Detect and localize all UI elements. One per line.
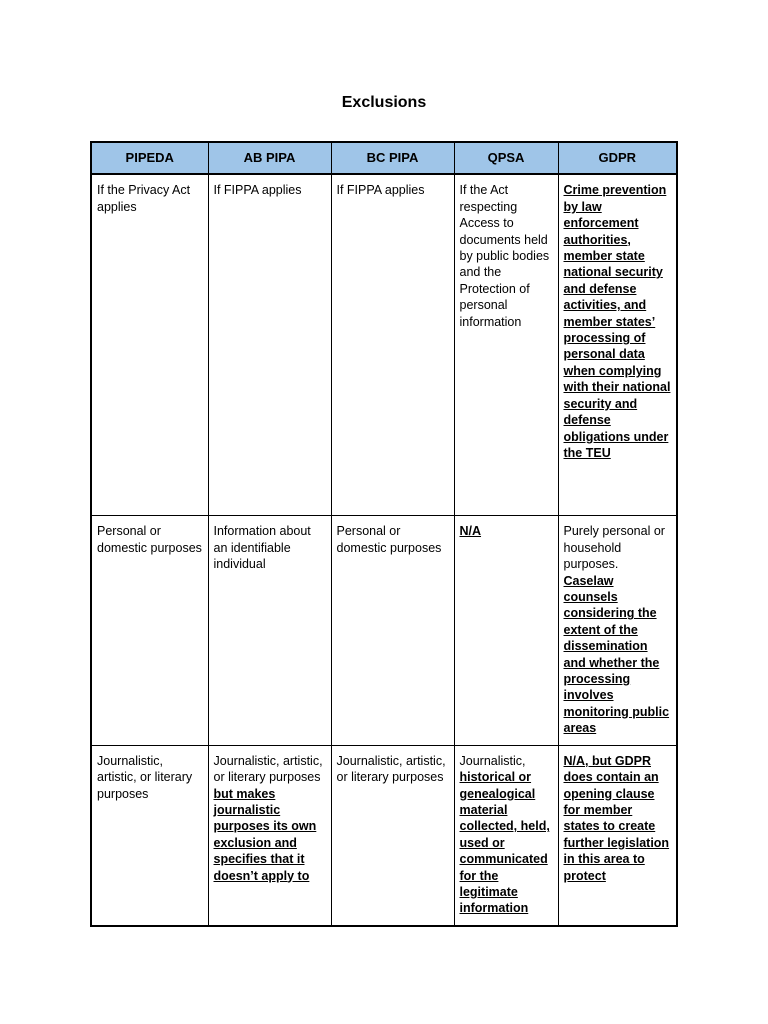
cell-gdpr — [558, 516, 677, 745]
cell-qpsa — [454, 516, 558, 745]
cell-qpsa — [454, 174, 558, 516]
cell-text: Journalistic, artistic, or literary purposes — [336, 753, 446, 785]
cell-ab-pipa — [208, 516, 331, 745]
cell-bc-pipa — [331, 745, 454, 926]
column-header-ab-pipa: AB PIPA — [208, 142, 331, 174]
cell-emphasis-text: historical or genealogical material collected, held, used or communicated for the legitimate information — [459, 770, 550, 916]
cell-text: If FIPPA applies — [213, 183, 302, 198]
cell-emphasis-text: N/A — [459, 524, 482, 539]
cell-text: Journalistic, — [459, 753, 526, 768]
column-header-qpsa: QPSA — [454, 142, 558, 174]
cell-gdpr — [558, 174, 677, 516]
table-row — [91, 745, 677, 926]
cell-emphasis-text: Crime prevention by law enforcement authorities, member state national security and defense activities, and member states’ processing of personal data when complying with their national security and defense obligations under the TEU — [563, 183, 671, 460]
cell-bc-pipa — [331, 516, 454, 745]
cell-text: Journalistic, artistic, or literary purposes — [213, 753, 323, 785]
cell-text: If FIPPA applies — [336, 183, 425, 198]
cell-ab-pipa — [208, 174, 331, 516]
cell-pipeda — [91, 174, 208, 516]
cell-text: If the Privacy Act applies — [97, 183, 191, 214]
cell-text: If the Act respecting Access to documents held by public bodies and the Protection of personal information — [459, 183, 550, 329]
cell-text: Journalistic, artistic, or literary purposes — [97, 753, 193, 801]
cell-text: Information about an identifiable individual — [213, 524, 311, 572]
column-header-bc-pipa: BC PIPA — [331, 142, 454, 174]
page-title: Exclusions — [341, 94, 427, 111]
cell-gdpr — [558, 745, 677, 926]
table-header-row — [91, 142, 677, 174]
cell-qpsa — [454, 745, 558, 926]
cell-text: Personal or domestic purposes — [97, 524, 202, 555]
cell-emphasis-text: N/A, but GDPR does contain an opening clause for member states to create further legislation in this area to protect — [563, 753, 670, 883]
cell-bc-pipa — [331, 174, 454, 516]
cell-ab-pipa — [208, 745, 331, 926]
cell-pipeda — [91, 516, 208, 745]
cell-emphasis-text: Caselaw counsels considering the extent of the dissemination and whether the processing involves monitoring public areas — [563, 573, 670, 736]
cell-emphasis-text: but makes journalistic purposes its own exclusion and specifies that it doesn’t apply to — [213, 786, 317, 883]
exclusions-table — [90, 141, 678, 927]
table-row — [91, 516, 677, 745]
column-header-pipeda: PIPEDA — [91, 142, 208, 174]
cell-text: Purely personal or household purposes. — [563, 524, 665, 572]
cell-text: Personal or domestic purposes — [336, 524, 442, 555]
cell-pipeda — [91, 745, 208, 926]
column-header-gdpr: GDPR — [558, 142, 677, 174]
table-row — [91, 174, 677, 516]
